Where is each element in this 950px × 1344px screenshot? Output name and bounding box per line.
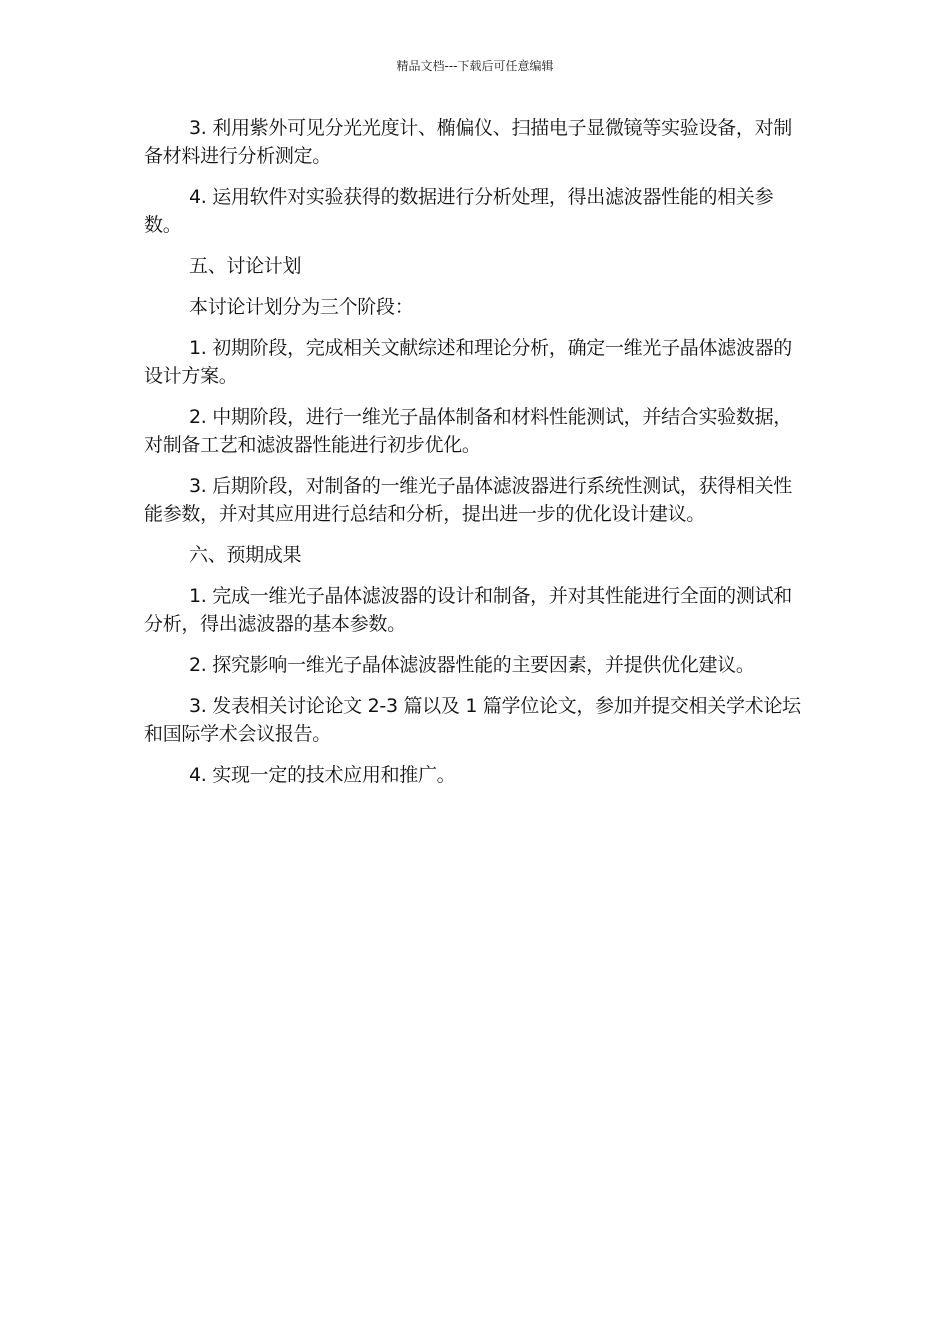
section-heading-plan: 五、讨论计划 <box>189 255 302 277</box>
paragraph-outcome-3: 3. 发表相关讨论论文 2-3 篇以及 1 篇学位论文，参加并提交相关学术论坛和国际学术会议报告。 <box>144 695 801 745</box>
paragraph-method-3: 3. 利用紫外可见分光光度计、椭偏仪、扫描电子显微镜等实验设备，对制备材料进行分析测定。 <box>144 117 792 167</box>
paragraph-outcome-4: 4. 实现一定的技术应用和推广。 <box>189 764 456 786</box>
paragraph-plan-intro: 本讨论计划分为三个阶段： <box>189 296 414 318</box>
paragraph-outcome-1: 1. 完成一维光子晶体滤波器的设计和制备，并对其性能进行全面的测试和分析，得出滤波器的基本参数。 <box>144 585 792 635</box>
paragraph-plan-3: 3. 后期阶段，对制备的一维光子晶体滤波器进行系统性测试，获得相关性能参数，并对其应用进行总结和分析，提出进一步的优化设计建议。 <box>144 475 792 525</box>
section-heading-outcomes: 六、预期成果 <box>189 544 302 566</box>
document-body <box>144 114 809 802</box>
page-header: 精品文档---下载后可任意编辑 <box>396 59 554 73</box>
paragraph-plan-1: 1. 初期阶段，完成相关文献综述和理论分析，确定一维光子晶体滤波器的设计方案。 <box>144 337 792 387</box>
paragraph-plan-2: 2. 中期阶段，进行一维光子晶体制备和材料性能测试，并结合实验数据，对制备工艺和滤波器性能进行初步优化。 <box>144 406 792 456</box>
paragraph-outcome-2: 2. 探究影响一维光子晶体滤波器性能的主要因素，并提供优化建议。 <box>189 654 755 676</box>
paragraph-method-4: 4. 运用软件对实验获得的数据进行分析处理，得出滤波器性能的相关参数。 <box>144 186 774 236</box>
